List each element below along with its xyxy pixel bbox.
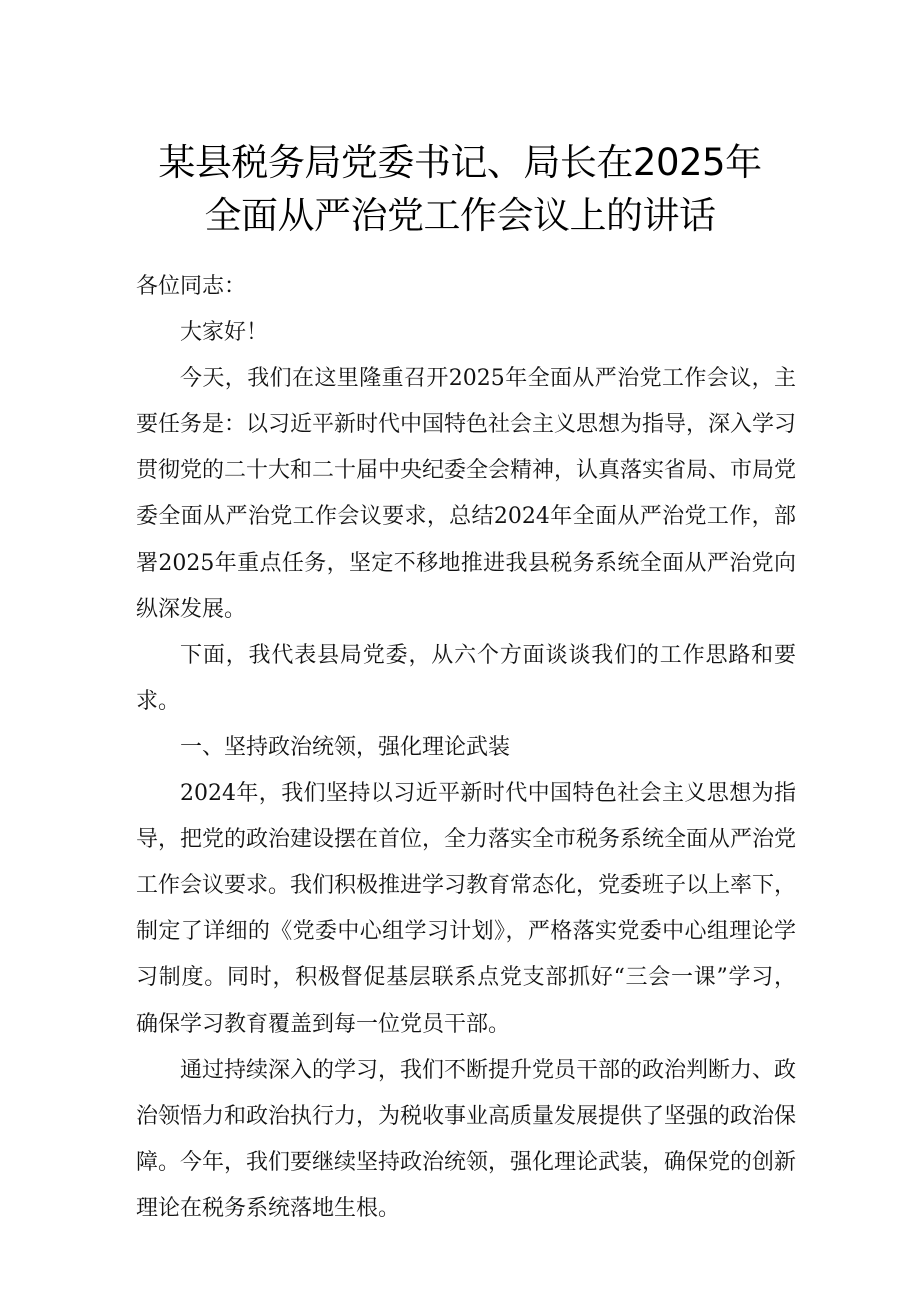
document-body <box>136 264 796 1232</box>
body-paragraph: 下面，我代表县局党委，从六个方面谈谈我们的工作思路和要求。 <box>136 642 796 714</box>
body-paragraph: 通过持续深入的学习，我们不断提升党员干部的政治判断力、政治领悟力和政治执行力，为税收事业高质量发展提供了坚强的政治保障。今年，我们要继续坚持政治统领，强化理论武装，确保党的创新理论在税务系统落地生根。 <box>136 1057 797 1221</box>
body-paragraph: 今天，我们在这里隆重召开2025年全面从严治党工作会议，主要任务是：以习近平新时代中国特色社会主义思想为指导，深入学习贯彻党的二十大和二十届中央纪委全会精神，认真落实省局、市局党委全面从严治党工作会议要求，总结2024年全面从严治党工作，部署2025年重点任务，坚定不移地推进我县税务系统全面从严治党向纵深发展。 <box>136 366 797 622</box>
document-title-line-2: 全面从严治党工作会议上的讲话 <box>204 194 716 237</box>
document-title-line-1: 某县税务局党委书记、局长在2025年 <box>158 141 762 184</box>
greeting: 大家好！ <box>180 320 269 346</box>
salutation: 各位同志： <box>136 274 247 299</box>
body-paragraph: 2024年，我们坚持以习近平新时代中国特色社会主义思想为指导，把党的政治建设摆在首位，全力落实全市税务系统全面从严治党工作会议要求。我们积极推进学习教育常态化，党委班子以上率下，制定了详细的《党委中心组学习计划》，严格落实党委中心组理论学习制度。同时，积极督促基层联系点党支部抓好“三会一课”学习，确保学习教育覆盖到每一位党员干部。 <box>136 781 797 1037</box>
section-heading: 一、坚持政治统领，强化理论武装 <box>180 734 511 760</box>
